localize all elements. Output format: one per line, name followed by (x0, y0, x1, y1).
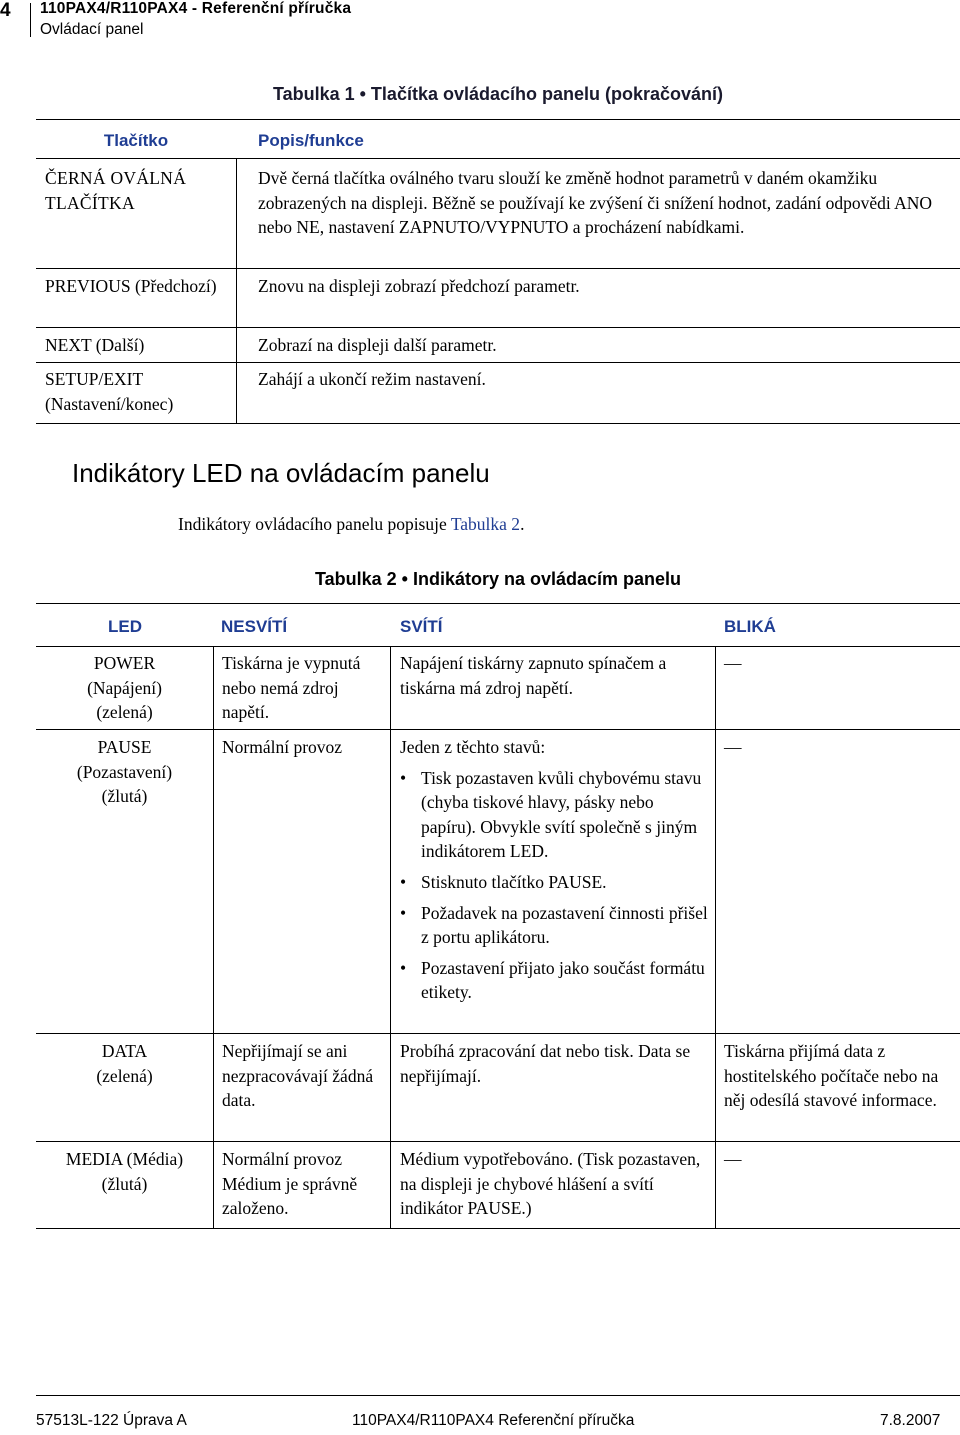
table1-header-desc: Popis/funkce (258, 131, 364, 150)
list-item: • Pozastavení přijato jako součást formátu etikety. (400, 956, 712, 1005)
table2-row-rule (36, 729, 960, 730)
led-name-translation: (Napájení) (87, 677, 162, 698)
section-heading: Indikátory LED na ovládacím panelu (72, 458, 490, 488)
table2-on-cell: Médium vypotřebováno. (Tisk pozastaven, na displeji je chybové hlášení a svítí indikátor PAUSE.) (400, 1149, 701, 1219)
running-header-section: Ovládací panel (40, 21, 144, 38)
led-name: PAUSE (97, 737, 152, 757)
table1-desc-cell: Dvě černá tlačítka oválného tvaru slouží ke změně hodnot parametrů v daném okamžiku zobrazených na displeji. Běžně se používají ke zvýšení či snížení hodnot, zadání odpovědi ANO nebo NE, nastavení ZAPNUTO/VYPNUTO a procházení nabídkami. (258, 168, 933, 238)
table2-bottom-rule (36, 1228, 960, 1229)
list-item: • Požadavek na pozastavení činnosti přišel z portu aplikátoru. (400, 901, 712, 950)
table2-blink-cell: Tiskárna přijímá data z hostitelského počítače nebo na něj odesílá stavové informace. (724, 1041, 939, 1111)
table2-row-rule (36, 1033, 960, 1034)
table1-button-cell: NEXT (Další) (45, 335, 145, 355)
led-color: (zelená) (96, 1065, 153, 1086)
footer-doc-title: 110PAX4/R110PAX4 Referenční příručka (352, 1412, 635, 1429)
section-intro (178, 514, 524, 535)
table2-on-cell: Probíhá zpracování dat nebo tisk. Data se nepřijímají. (400, 1041, 691, 1086)
table2-top-rule (36, 603, 960, 604)
table2-off-cell: Nepřijímají se ani nezpracovávají žádná data. (222, 1041, 374, 1111)
list-item: • Stisknuto tlačítko PAUSE. (400, 870, 712, 895)
table2-blink-cell: — (724, 653, 742, 673)
intro-text: Indikátory ovládacího panelu popisuje (178, 514, 451, 534)
led-color: (žlutá) (101, 1173, 148, 1194)
table1-header-button: Tlačítko (103, 131, 169, 150)
table1-header-rule (36, 158, 960, 159)
table1-desc-cell: Znovu na displeji zobrazí předchozí parametr. (258, 276, 580, 296)
table2-off-cell: Normální provoz Médium je správně založeno. (222, 1149, 358, 1219)
table2-header-blink: BLIKÁ (724, 617, 776, 636)
table1-row-rule (36, 327, 960, 328)
table2-led-cell (36, 1147, 213, 1196)
table2-blink-cell: — (724, 737, 742, 757)
intro-end: . (520, 514, 525, 534)
led-color: (zelená) (96, 702, 153, 723)
header-divider (30, 3, 31, 37)
table2-off-cell: Tiskárna je vypnutá nebo nemá zdroj napětí. (222, 653, 361, 723)
led-name: MEDIA (Média) (65, 1149, 184, 1169)
table1-row-rule (36, 268, 960, 269)
table2-link[interactable]: Tabulka 2 (450, 514, 521, 534)
table1-caption: Tabulka 1 • Tlačítka ovládacího panelu (pokračování) (272, 84, 724, 104)
table1-column-divider (236, 158, 237, 424)
led-name: POWER (93, 653, 156, 673)
table2-blink-cell: — (724, 1149, 742, 1169)
running-header-title: 110PAX4/R110PAX4 - Referenční příručka (40, 0, 352, 17)
table2-off-cell: Normální provoz (222, 737, 343, 757)
table2-led-cell (36, 651, 213, 725)
table1-top-rule (36, 119, 960, 120)
table1-button-cell: SETUP/EXIT (Nastavení/konec) (45, 369, 174, 414)
page-number: 4 (0, 0, 11, 21)
table1-bottom-rule (36, 423, 960, 424)
table1-desc-cell: Zahájí a ukončí režim nastavení. (258, 369, 486, 389)
footer-rule (36, 1395, 960, 1396)
on-conditions-list (400, 766, 712, 1005)
table2-led-cell (36, 735, 213, 809)
footer-date: 7.8.2007 (880, 1412, 941, 1429)
table2-caption: Tabulka 2 • Indikátory na ovládacím panelu (314, 569, 682, 589)
table2-row-rule (36, 1141, 960, 1142)
table1-desc-cell: Zobrazí na displeji další parametr. (258, 335, 497, 355)
table2-header-rule (36, 646, 960, 647)
table2-header-off: NESVÍTÍ (221, 617, 288, 636)
list-item: • Tisk pozastaven kvůli chybovému stavu (chyba tiskové hlavy, pásky nebo papíru). Obvykle svítí společně s jiným indikátorem LED. (400, 766, 712, 864)
led-color: (žlutá) (101, 786, 148, 807)
table2-on-cell: Napájení tiskárny zapnuto spínačem a tiskárna má zdroj napětí. (400, 653, 667, 698)
table1-row-rule (36, 362, 960, 363)
on-intro: Jeden z těchto stavů: (400, 737, 546, 757)
table1-button-cell: PREVIOUS (Předchozí) (45, 276, 217, 296)
led-name-translation: (Pozastavení) (76, 761, 173, 782)
footer-doc-number: 57513L-122 Úprava A (36, 1412, 187, 1429)
table2-header-on: SVÍTÍ (400, 617, 443, 636)
table1-button-cell: ČERNÁ OVÁLNÁ TLAČÍTKA (45, 168, 187, 213)
table2-led-cell (36, 1039, 213, 1088)
table2-on-cell (400, 735, 712, 1005)
table2-header-led: LED (108, 617, 142, 636)
led-name: DATA (101, 1041, 148, 1061)
